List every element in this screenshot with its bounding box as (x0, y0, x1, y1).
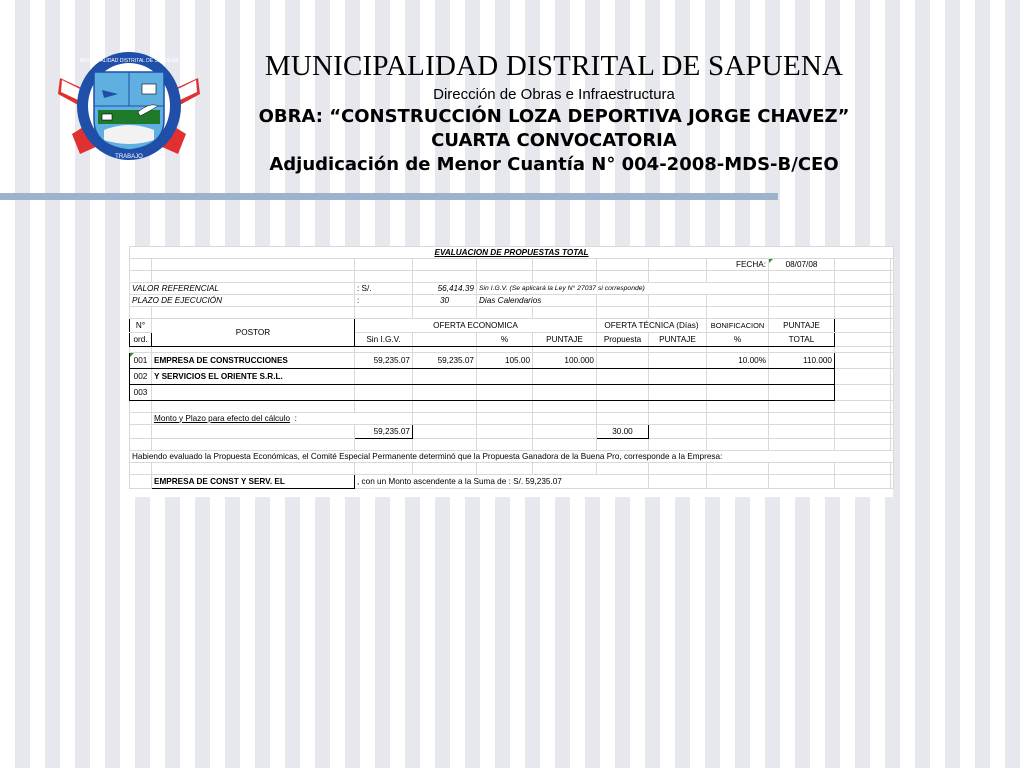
table-row (130, 385, 894, 401)
row-sin-igv: 59,235.07 (355, 353, 413, 369)
plazo-label: PLAZO DE EJECUCIÓN (130, 295, 355, 307)
bonif-pct-header: % (707, 333, 769, 347)
table-row (130, 353, 894, 369)
evaluation-sheet (129, 246, 893, 497)
puntaje-total-header-1: PUNTAJE (769, 319, 835, 333)
puntaje-tec-header: PUNTAJE (649, 333, 707, 347)
plazo-unit: Dias Calendarios (477, 295, 597, 307)
winner-company: EMPRESA DE CONST Y SERV. EL (152, 475, 355, 489)
valor-sep: : S/. (355, 283, 413, 295)
convocatoria-title: CUARTA CONVOCATORIA (431, 130, 677, 151)
monto-value: 59,235.07 (355, 425, 413, 439)
plazo-value: 30 (413, 295, 477, 307)
puntaje-header: PUNTAJE (533, 333, 597, 347)
obra-title: OBRA: “CONSTRUCCIÓN LOZA DEPORTIVA JORGE CHAVEZ” (258, 106, 850, 127)
evaluation-table (129, 246, 894, 489)
row-postor: EMPRESA DE CONSTRUCCIONES (152, 353, 355, 369)
header-divider (0, 193, 778, 200)
row-num: 003 (130, 385, 152, 401)
bonificacion-header: BONIFICACION (707, 319, 769, 333)
plazo-sep: : (355, 295, 413, 307)
pct-header: % (477, 333, 533, 347)
department-subtitle: Dirección de Obras e Infraestructura (433, 86, 675, 103)
sheet-title: EVALUACION DE PROPUESTAS TOTAL (130, 247, 894, 259)
table-row (130, 369, 894, 385)
logo-ring-text: MUNICIPALIDAD DISTRITAL DE SAPUENA (79, 58, 179, 64)
num-header-1: N° (130, 319, 152, 333)
fecha-label: FECHA: (707, 259, 769, 271)
row-col-b: 59,235.07 (413, 353, 477, 369)
valor-referencial-label: VALOR REFERENCIAL (130, 283, 355, 295)
puntaje-total-header-2: TOTAL (769, 333, 835, 347)
row-bonif: 10.00% (707, 353, 769, 369)
valor-referencial-amount: 56,414.39 (413, 283, 477, 295)
postor-header: POSTOR (152, 319, 355, 347)
monto-colon: : (294, 413, 297, 423)
valor-note: Sin I.G.V. (Se aplicará la Ley N° 27037 si corresponde) (477, 283, 769, 295)
row-num: 001 (130, 353, 152, 369)
adjudicacion-title: Adjudicación de Menor Cuantía N° 004-2008-MDS-B/CEO (269, 154, 839, 175)
fecha-value: 08/07/08 (769, 259, 835, 271)
municipality-title: MUNICIPALIDAD DISTRITAL DE SAPUENA (264, 50, 844, 82)
row-puntaje: 100.000 (533, 353, 597, 369)
propuesta-header: Propuesta (597, 333, 649, 347)
row-num: 002 (130, 369, 152, 385)
conclusion-text: Habiendo evaluado la Propuesta Económicas, el Comité Especial Permanente determinó que la Propuesta Ganadora de la Buena Pro, corresponde a la Empresa: (130, 451, 894, 463)
municipality-logo (58, 50, 200, 168)
row-postor: Y SERVICIOS EL ORIENTE S.R.L. (152, 369, 355, 385)
plazo-calc-value: 30.00 (597, 425, 649, 439)
oferta-economica-header: OFERTA ECONOMICA (355, 319, 597, 333)
winner-amount-text: , con un Monto ascendente a la Suma de : S/. 59,235.07 (355, 475, 649, 489)
oferta-tecnica-header: OFERTA TÉCNICA (Días) (597, 319, 707, 333)
monto-label: Monto y Plazo para efecto del cálculo (154, 413, 291, 423)
sin-igv-header: Sin I.G.V. (355, 333, 413, 347)
row-postor (152, 385, 355, 401)
row-total: 110.000 (769, 353, 835, 369)
monto-plazo-row (152, 413, 413, 425)
row-pct: 105.00 (477, 353, 533, 369)
num-header-2: ord. (130, 333, 152, 347)
municipality-emblem-icon (58, 50, 200, 168)
logo-motto: TRABAJO (115, 154, 143, 160)
